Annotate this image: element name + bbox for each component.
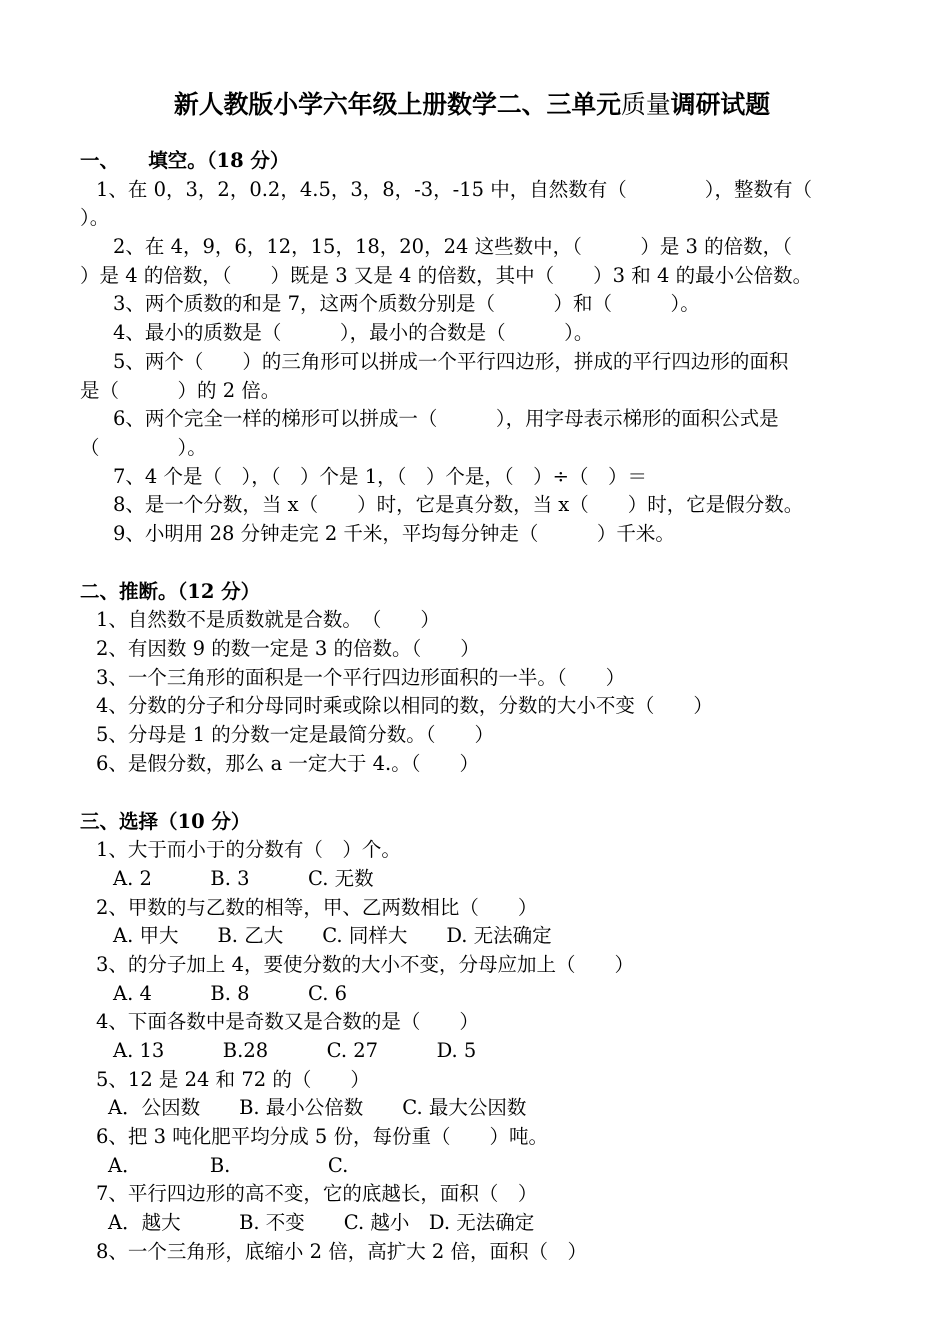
option-line: A. 甲大 B. 乙大 C. 同样大 D. 无法确定 <box>113 924 552 947</box>
question-line: 4、分数的分子和分母同时乘或除以相同的数，分数的大小不变（ ） <box>96 694 713 717</box>
section-2-heading: 二、推断。（12 分） <box>80 580 261 603</box>
question-line: 5、12 是 24 和 72 的（ ） <box>96 1068 370 1091</box>
question-line: 2、有因数 9 的数一定是 3 的倍数。（ ） <box>96 637 480 660</box>
section-3-heading: 三、选择（10 分） <box>80 810 251 833</box>
section-1-heading: 一、 填空。（18 分） <box>80 149 290 172</box>
option-line: A. 4 B. 8 C. 6 <box>113 982 348 1005</box>
question-line: 8、是一个分数，当 x（ ）时，它是真分数，当 x（ ）时，它是假分数。 <box>113 493 804 516</box>
question-line: （ ）。 <box>80 436 207 459</box>
question-line: 3、一个三角形的面积是一个平行四边形面积的一半。（ ） <box>96 666 626 689</box>
question-line: 5、两个（ ）的三角形可以拼成一个平行四边形，拼成的平行四边形的面积 <box>113 350 789 373</box>
question-line: 3、的分子加上 4，要使分数的大小不变，分母应加上（ ） <box>96 953 635 976</box>
question-line: ）。 <box>80 206 110 229</box>
option-line: A. 2 B. 3 C. 无数 <box>113 867 374 890</box>
option-line: A． B. C. <box>108 1154 349 1177</box>
question-line: 6、把 3 吨化肥平均分成 5 份，每份重（ ）吨。 <box>96 1125 549 1148</box>
question-line: 2、在 4，9，6，12，15，18，20，24 这些数中，（ ）是 3 的倍数，（ <box>113 235 792 258</box>
title-part-2: 质量 <box>621 90 671 119</box>
question-line: 2、甲数的与乙数的相等，甲、乙两数相比（ ） <box>96 896 538 919</box>
question-line: 9、小明用 28 分钟走完 2 千米，平均每分钟走（ ）千米。 <box>113 522 675 545</box>
question-line: 4、下面各数中是奇数又是合数的是（ ） <box>96 1010 479 1033</box>
question-line: 1、在 0，3，2，0.2，4.5，3，8，-3，-15 中，自然数有（ ），整数有（ <box>96 178 813 201</box>
question-line: 5、分母是 1 的分数一定是最简分数。（ ） <box>96 723 494 746</box>
option-line: A．公因数 B. 最小公倍数 C. 最大公因数 <box>108 1096 527 1119</box>
title-part-3: 调研试题 <box>670 90 771 119</box>
question-line: 4、最小的质数是（ ），最小的合数是（ ）。 <box>113 321 594 344</box>
question-line: 1、大于而小于的分数有（ ）个。 <box>96 838 401 861</box>
question-line: 7、4 个是（ ），（ ）个是 1，（ ）个是，（ ）÷（ ）＝ <box>113 465 647 488</box>
page-title <box>0 88 944 122</box>
question-line: 8、一个三角形，底缩小 2 倍，高扩大 2 倍，面积（ ） <box>96 1240 588 1263</box>
question-line: 1、自然数不是质数就是合数。 （ ） <box>96 608 440 631</box>
question-line: 6、是假分数，那么 a 一定大于 4.。（ ） <box>96 752 479 775</box>
question-line: ）是 4 的倍数，（ ）既是 3 又是 4 的倍数，其中（ ）3 和 4 的最小公倍数。 <box>80 264 813 287</box>
option-line: A．越大 B. 不变 C. 越小 D. 无法确定 <box>108 1211 535 1234</box>
question-line: 3、两个质数的和是 7，这两个质数分别是（ ）和（ ）。 <box>113 292 700 315</box>
option-line: A. 13 B.28 C. 27 D. 5 <box>113 1039 477 1062</box>
question-line: 7、平行四边形的高不变，它的底越长，面积（ ） <box>96 1182 538 1205</box>
question-line: 是（ ）的 2 倍。 <box>80 379 281 402</box>
title-part-1: 新人教版小学六年级上册数学二、三单元 <box>173 90 622 119</box>
question-line: 6、两个完全一样的梯形可以拼成一（ ），用字母表示梯形的面积公式是 <box>113 407 779 430</box>
